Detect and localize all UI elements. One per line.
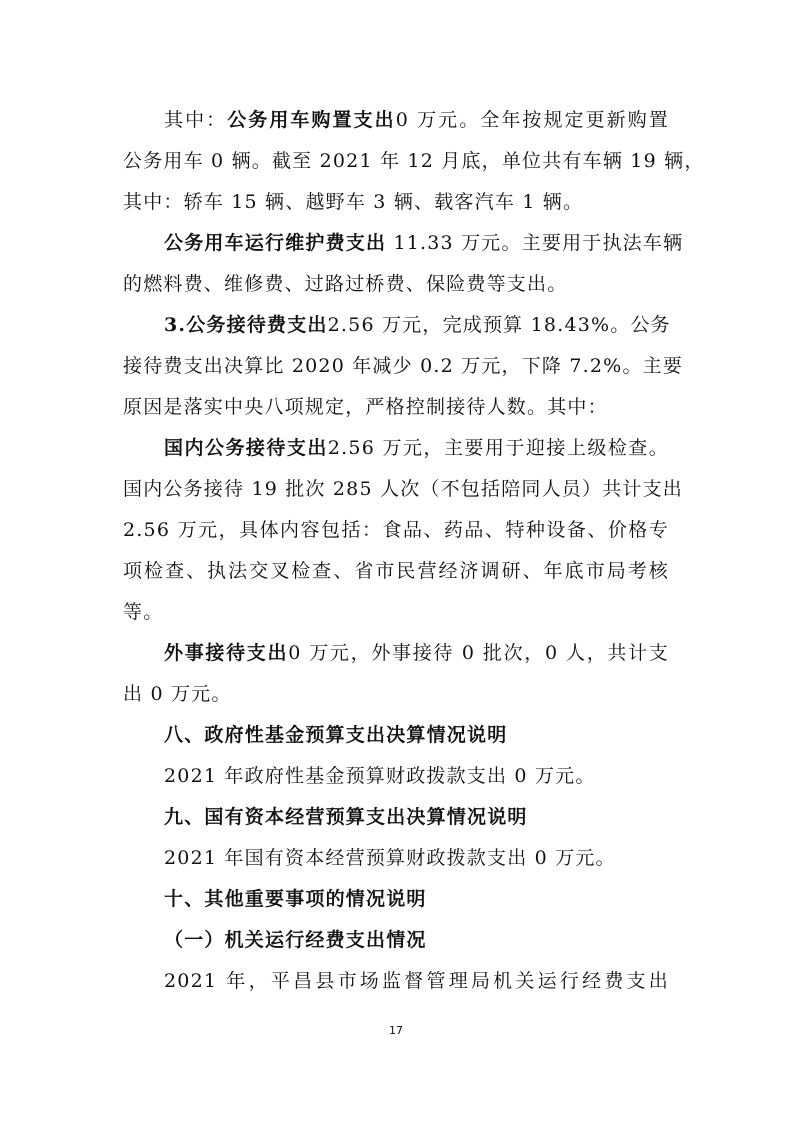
paragraph-line: 2021 年国有资本经营预算财政拨款支出 0 万元。	[164, 847, 616, 869]
paragraph-line: 2021 年，平昌县市场监督管理局机关运行经费支出	[164, 970, 669, 992]
paragraph-line: 其中：轿车 15 辆、越野车 3 辆、载客汽车 1 辆。	[123, 191, 584, 213]
paragraph-line: 等。	[123, 601, 164, 623]
text-run: 0 万元，外事接待 0 批次，0 人，共计支	[288, 642, 670, 664]
paragraph-line: 项检查、执法交叉检查、省市民营经济调研、年底市局考核	[123, 560, 669, 582]
bold-term: 外事接待支出	[164, 642, 289, 664]
section-heading-10: 十、其他重要事项的情况说明	[164, 888, 427, 910]
text-run: 2.56 万元，完成预算 18.43%。公务	[327, 314, 671, 336]
section-heading-9: 九、国有资本经营预算支出决算情况说明	[164, 806, 528, 828]
paragraph-line	[164, 107, 669, 134]
paragraph-line: 2021 年政府性基金预算财政拨款支出 0 万元。	[164, 765, 596, 787]
bold-term: 公务用车购置支出	[227, 109, 396, 131]
paragraph-line: 国内公务接待 19 批次 285 人次（不包括陪同人员）共计支出	[123, 478, 684, 500]
text-run: 2.56 万元，主要用于迎接上级检查。	[327, 437, 669, 459]
bold-term: 国内公务接待支出	[164, 437, 328, 459]
paragraph-line: 2.56 万元，具体内容包括：食品、药品、特种设备、价格专	[123, 519, 669, 541]
subsection-heading: （一）机关运行经费支出情况	[164, 929, 427, 951]
paragraph-line: 原因是落实中央八项规定，严格控制接待人数。其中：	[123, 396, 608, 418]
paragraph-line	[164, 312, 669, 339]
paragraph-line: 的燃料费、维修费、过路过桥费、保险费等支出。	[123, 273, 568, 295]
section-heading-8: 八、政府性基金预算支出决算情况说明	[164, 724, 508, 746]
paragraph-line: 接待费支出决算比 2020 年减少 0.2 万元，下降 7.2%。主要	[123, 355, 684, 377]
bold-term: 公务用车运行维护费支出	[164, 232, 387, 254]
paragraph-line	[164, 435, 669, 462]
text-run: 0 万元。全年按规定更新购置	[395, 109, 670, 131]
paragraph-line	[164, 230, 684, 257]
paragraph-line	[164, 640, 669, 667]
bold-term: 3.公务接待费支出	[164, 314, 328, 336]
text-run: 其中：	[164, 109, 228, 131]
page-number: 17	[389, 1024, 403, 1037]
text-run: 11.33 万元。主要用于执法车辆	[386, 232, 684, 254]
paragraph-line: 公务用车 0 辆。截至 2021 年 12 月底，单位共有车辆 19 辆，	[123, 150, 705, 172]
paragraph-line: 出 0 万元。	[123, 683, 232, 705]
